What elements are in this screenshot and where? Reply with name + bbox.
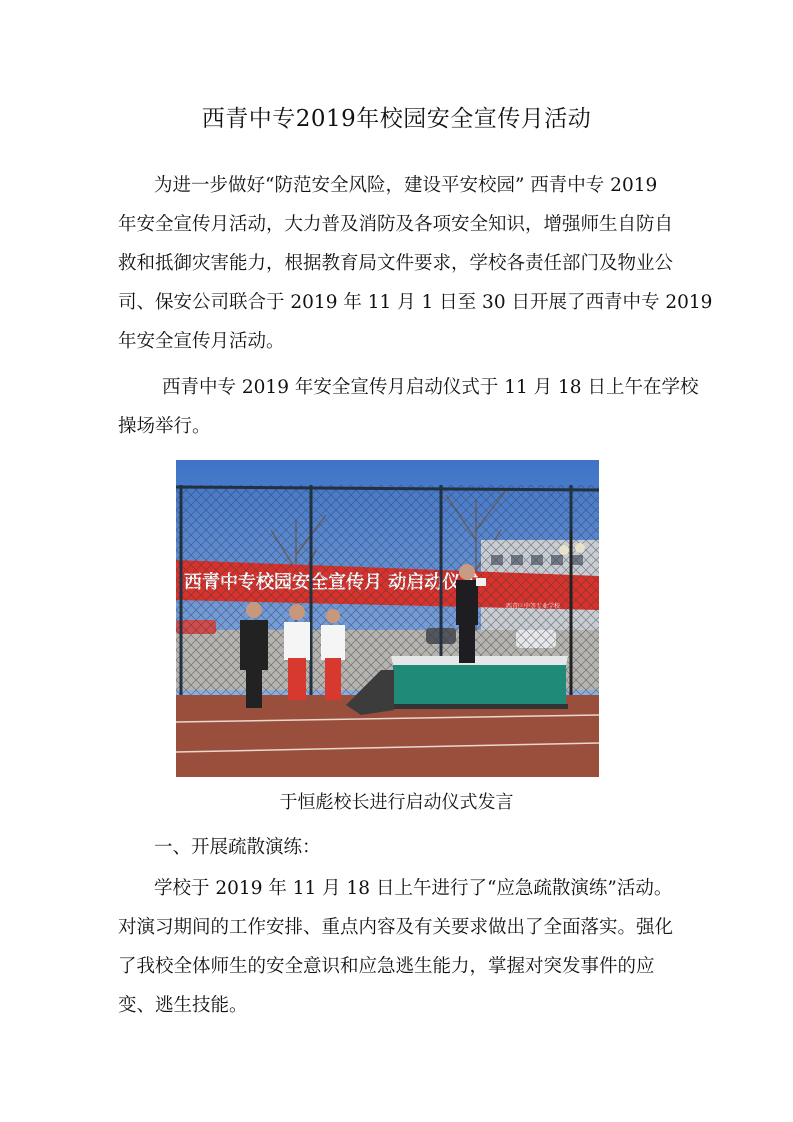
paragraph-line: 变、逃生技能。 [118, 995, 248, 1016]
paragraph-line: 救和抵御灾害能力，根据教育局文件要求，学校各责任部门及物业公 [118, 253, 674, 274]
paragraph-line: 年安全宣传月活动，大力普及消防及各项安全知识，增强师生自防自 [118, 214, 674, 235]
paragraph-line: 学校于 2019 年 11 月 18 日上午进行了“应急疏散演练”活动。 [154, 878, 673, 899]
paragraph-line: 年安全宣传月活动。 [118, 331, 285, 352]
intro-paragraph [118, 166, 713, 361]
drill-paragraph [118, 869, 680, 1025]
paragraph-line: 为进一步做好“防范安全风险，建设平安校园” 西青中专 2019 [154, 175, 658, 196]
section-heading [118, 828, 680, 867]
ceremony-paragraph [118, 368, 699, 446]
paragraph-line: 了我校全体师生的安全意识和应急逃生能力，掌握对突发事件的应 [118, 956, 655, 977]
section-heading-text: 一、开展疏散演练： [154, 837, 321, 858]
paragraph-line: 西青中专 2019 年安全宣传月启动仪式于 11 月 18 日上午在学校 [162, 377, 699, 398]
ceremony-photo [176, 460, 599, 777]
paragraph-line: 对演习期间的工作安排、重点内容及有关要求做出了全面落实。强化 [118, 917, 674, 938]
document-title: 西青中专2019年校园安全宣传月活动 [201, 106, 592, 132]
photo-caption: 于恒彪校长进行启动仪式发言 [279, 792, 514, 813]
paragraph-line: 操场举行。 [118, 416, 211, 437]
paragraph-line: 司、保安公司联合于 2019 年 11 月 1 日至 30 日开展了西青中专 2019 [118, 292, 713, 313]
